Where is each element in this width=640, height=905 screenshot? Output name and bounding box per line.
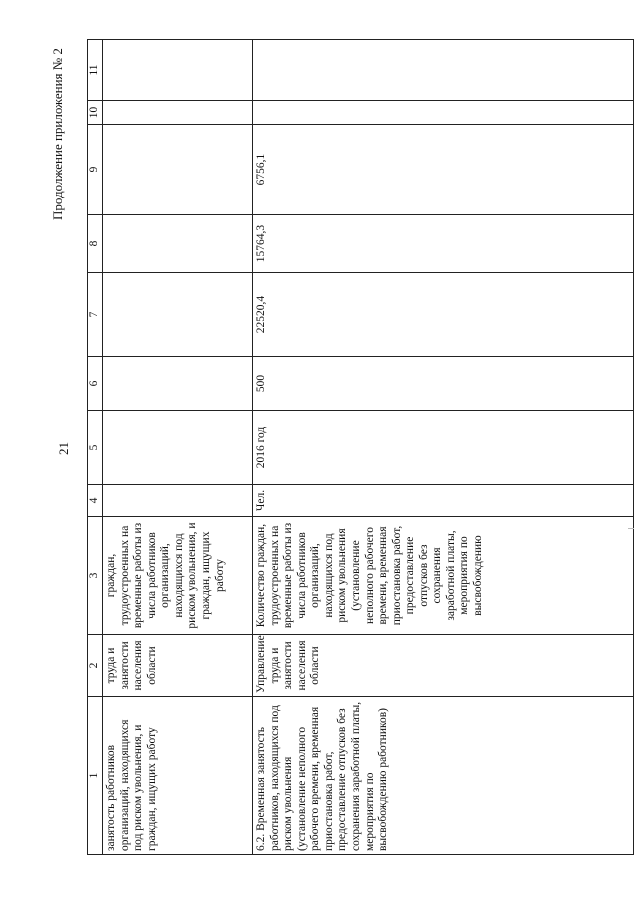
cell-indicator: граждан, трудоустроенных на временные работы из числа работников организаций, находящихся под риском увольнения, и граждан, ищущих работу: [103, 517, 253, 635]
cell-period: [103, 411, 253, 485]
table-row: [253, 40, 634, 855]
cell-period: 2016 год: [253, 411, 634, 485]
cell-col10: [103, 101, 253, 125]
cell-value: [103, 357, 253, 411]
page-number: 21: [56, 442, 71, 455]
appendix-continuation-note: Продолжение приложения № 2: [50, 48, 65, 220]
col-header: 4: [88, 485, 103, 517]
header-row: [88, 40, 103, 855]
cell-unit: [103, 485, 253, 517]
col-header: 7: [88, 273, 103, 357]
cell-col11: [253, 40, 634, 101]
cell-executor: Управление труда и занятости населения области: [253, 635, 634, 697]
col-header: 10: [88, 101, 103, 125]
cell-total: 22520,4: [253, 273, 634, 357]
col-header: 9: [88, 125, 103, 215]
cell-executor: труда и занятости населения области: [103, 635, 253, 697]
cell-col11: [103, 40, 253, 101]
cell-unit: Чел.: [253, 485, 634, 517]
data-table: [87, 39, 634, 855]
scan-mark: [628, 528, 634, 529]
col-header: 1: [88, 697, 103, 855]
cell-indicator: Количество граждан, трудоустроенных на временные работы из числа работников организаций, находящихся под риском увольнения (установление неполного рабочего времени, временная приостановка работ, предоставление отпусков без сохранения заработной платы, мероприятия по высвобождению: [253, 517, 634, 635]
rotated-table-wrapper: [87, 40, 634, 855]
cell-col8: 15764,3: [253, 215, 634, 273]
cell-col9: 6756,1: [253, 125, 634, 215]
col-header: 8: [88, 215, 103, 273]
col-header: 3: [88, 517, 103, 635]
col-header: 5: [88, 411, 103, 485]
cell-value: 500: [253, 357, 634, 411]
col-header: 2: [88, 635, 103, 697]
cell-activity: занятость работников организаций, находящихся под риском увольнения, и граждан, ищущих работу: [103, 697, 253, 855]
cell-col10: [253, 101, 634, 125]
cell-col9: [103, 125, 253, 215]
col-header: 6: [88, 357, 103, 411]
cell-total: [103, 273, 253, 357]
cell-col8: [103, 215, 253, 273]
table-row: [103, 40, 253, 855]
col-header: 11: [88, 40, 103, 101]
cell-activity: 6.2. Временная занятость работников, находящихся под риском увольнения (установление неполного рабочего времени, временная приостановка работ, предоставление отпусков без сохранения заработной платы, мероприятия по высвобождению работников): [253, 697, 634, 855]
